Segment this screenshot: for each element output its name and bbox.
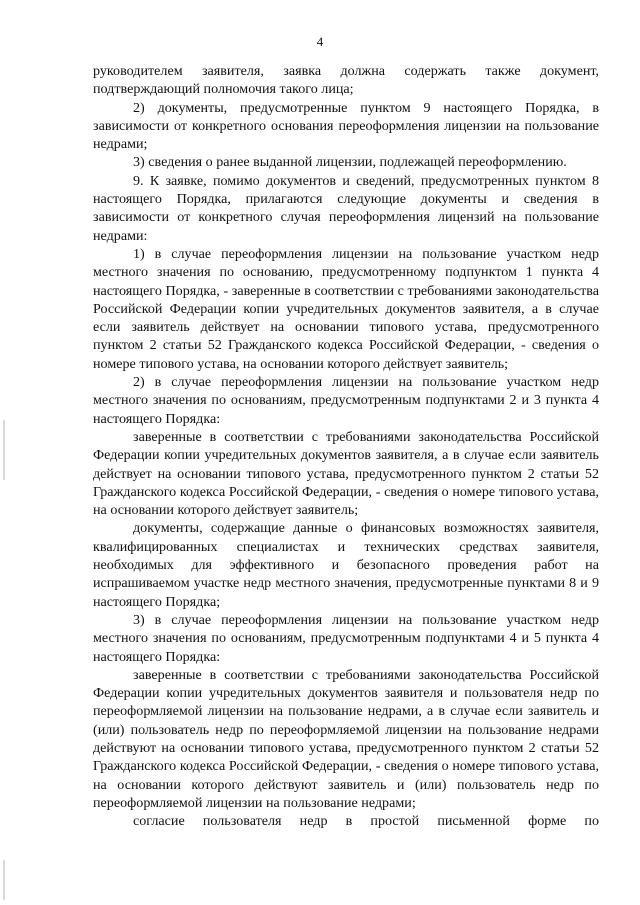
scan-margin-mark — [3, 860, 5, 900]
paragraph: 2) документы, предусмотренные пунктом 9 настоящего Порядка, в зависимости от конкретного основания переоформления лицензии на пользование недрами; — [93, 99, 599, 153]
paragraph: заверенные в соответствии с требованиями законодательства Российской Федерации копии учредительных документов заявителя, а в случае если заявитель действует на основании типового устава, предусмотренного пунктом 2 статьи 52 Гражданского кодекса Российской Федерации, - сведения о номере типового устава, на основании которого действует заявитель; — [93, 428, 599, 519]
paragraph: руководителем заявителя, заявка должна содержать также документ, подтверждающий полномочия такого лица; — [93, 63, 599, 98]
page-number: 4 — [316, 34, 324, 49]
paragraph: документы, содержащие данные о финансовых возможностях заявителя, квалифицированных специалистах и технических средствах заявителя, необходимых для эффективного и безопасного проведения работ на испрашиваемом участке недр местного значения, предусмотренные пунктами 8 и 9 настоящего Порядка; — [93, 520, 599, 610]
paragraph: 1) в случае переоформления лицензии на пользование участком недр местного значения по основанию, предусмотренному подпунктом 1 пункта 4 настоящего Порядка, - заверенные в соответствии с требованиями законодательства Российской Федерации копии учредительных документов заявителя, а в случае если заявитель действует на основании типового устава, предусмотренного пунктом 2 статьи 52 Гражданского кодекса Российской Федерации, - сведения о номере типового устава, на основании которого действует заявитель; — [93, 245, 599, 372]
document-body — [93, 62, 599, 830]
paragraph: 3) сведения о ранее выданной лицензии, подлежащей переоформлению. — [133, 154, 567, 171]
paragraph: заверенные в соответствии с требованиями законодательства Российской Федерации копии учредительных документов заявителя и пользователя недр по переоформляемой лицензии на пользование недрами, а в случае если заявитель и (или) пользователь недр по переоформляемой лицензии на пользование недрами действуют на основании типового устава, предусмотренного пунктом 2 статьи 52 Гражданского кодекса Российской Федерации, - сведения о номере типового устава, на основании которого действуют заявитель и (или) пользователь недр по переоформляемой лицензии на пользование недрами; — [93, 666, 599, 811]
paragraph: 2) в случае переоформления лицензии на пользование участком недр местного значения по основаниям, предусмотренным подпунктами 2 и 3 пункта 4 настоящего Порядка: — [93, 374, 599, 427]
paragraph: 9. К заявке, помимо документов и сведений, предусмотренных пунктом 8 настоящего Порядка, прилагаются следующие документы и сведения в зависимости от конкретного случая переоформления лицензий на пользование недрами: — [93, 172, 599, 244]
paragraph: согласие пользователя недр в простой письменной форме по — [133, 813, 599, 830]
scan-margin-mark — [3, 420, 5, 480]
paragraph: 3) в случае переоформления лицензии на пользование участком недр местного значения по основаниям, предусмотренным подпунктами 4 и 5 пункта 4 настоящего Порядка: — [93, 611, 599, 665]
